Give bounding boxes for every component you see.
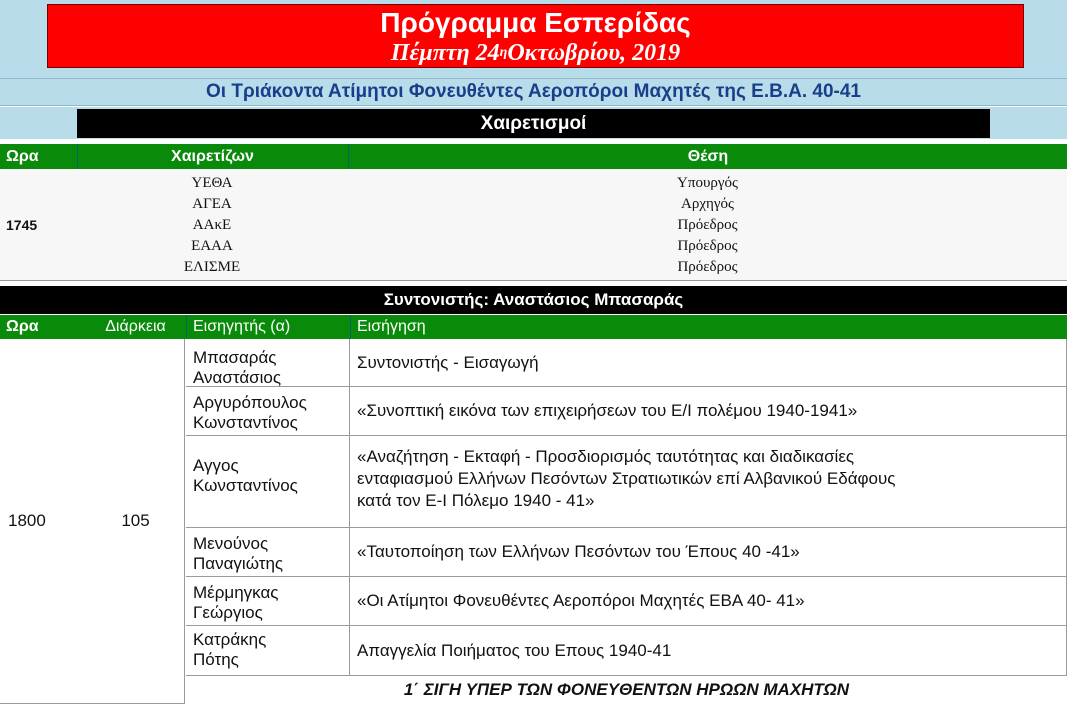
- topic-text: «Συνοπτική εικόνα των επιχειρήσεων του Ε/Ι πολέμου 1940-1941»: [357, 401, 858, 420]
- speaker-surname: Μέρμηγκας: [193, 583, 279, 602]
- topic-cell: [350, 626, 1067, 676]
- greetings-title: Χαιρετισμοί: [77, 109, 990, 138]
- speaker-surname: Μενούνος: [193, 534, 269, 553]
- speaker-surname: Αγγος: [193, 456, 239, 475]
- greetings-positions: [348, 173, 1067, 279]
- greeting-speaker: ΑΓΕΑ: [192, 196, 232, 212]
- topic-text: Συντονιστής - Εισαγωγή: [357, 352, 539, 372]
- session-time: 1800: [0, 339, 87, 704]
- date-prefix: Πέμπτη 24: [390, 39, 500, 66]
- silence-row: 1΄ ΣΙΓΗ ΥΠΕΡ ΤΩΝ ΦΟΝΕΥΘΕΝΤΩΝ ΗΡΩΩΝ ΜΑΧΗΤΩΝ: [403, 680, 850, 699]
- greeting-speaker: ΕΛΙΣΜΕ: [183, 259, 241, 275]
- topic-cell: [350, 528, 1067, 577]
- speaker-firstname: Πότης: [193, 650, 239, 669]
- session-body: [0, 339, 1067, 704]
- greetings-header-time: Ωρα: [6, 147, 39, 165]
- speaker-surname: Αργυρόπουλος: [193, 393, 307, 412]
- greetings-header-speaker: Χαιρετίζων: [77, 144, 347, 169]
- session-header-row: [0, 315, 1067, 339]
- topic-text: ενταφιασμού Ελλήνων Πεσόντων Στρατιωτικών επί Αλβανικού Εδάφους: [357, 469, 896, 488]
- greeting-position: Υπουργός: [677, 175, 738, 191]
- greeting-speaker: ΑΑκΕ: [192, 217, 232, 233]
- greetings-header-position: Θέση: [348, 144, 1067, 169]
- session-header-speaker: Εισηγητής (α): [186, 315, 348, 339]
- title-box: [47, 4, 1024, 68]
- speaker-cell: [186, 339, 350, 387]
- coordinator-bar: Συντονιστής: Αναστάσιος Μπασαράς: [0, 286, 1067, 314]
- topic-text: «Ταυτοποίηση των Ελλήνων Πεσόντων του Έπους 40 -41»: [357, 542, 800, 561]
- speaker-cell: [186, 626, 350, 676]
- topic-cell: [350, 387, 1067, 436]
- topic-text: Απαγγελία Ποιήματος του Επους 1940-41: [357, 640, 672, 660]
- session-header-time: Ωρα: [6, 318, 39, 335]
- event-date: [48, 39, 1023, 67]
- greetings-speakers: [77, 173, 347, 279]
- topic-cell: [350, 577, 1067, 626]
- date-superscript: η: [499, 45, 508, 60]
- greetings-time: 1745: [6, 217, 38, 233]
- greeting-position: Πρόεδρος: [677, 259, 738, 275]
- speaker-firstname: Κωνσταντίνος: [193, 413, 298, 432]
- greeting-speaker: ΕΑΑΑ: [191, 238, 233, 254]
- topic-text: κατά τον Ε-Ι Πόλεμο 1940 - 41»: [357, 491, 595, 510]
- speaker-cell: [186, 436, 350, 528]
- greeting-position: Πρόεδρος: [677, 217, 738, 233]
- speaker-cell: [186, 387, 350, 436]
- speaker-surname: Μπασαράς: [193, 348, 277, 367]
- topic-text: «Αναζήτηση - Εκταφή - Προσδιορισμός ταυτότητας και διαδικασίες: [357, 447, 855, 466]
- date-suffix: Οκτωβρίου, 2019: [507, 39, 681, 66]
- session-duration: 105: [87, 339, 185, 704]
- session-header-duration: Διάρκεια: [105, 318, 166, 335]
- speaker-cell: [186, 577, 350, 626]
- greeting-position: Αρχηγός: [681, 196, 734, 212]
- greeting-position: Πρόεδρος: [677, 238, 738, 254]
- topic-text: «Οι Ατίμητοι Φονευθέντες Αεροπόροι Μαχητές ΕΒΑ 40- 41»: [357, 591, 805, 610]
- speaker-firstname: Αναστάσιος: [193, 368, 282, 387]
- speaker-firstname: Παναγιώτης: [193, 554, 284, 573]
- speaker-firstname: Γεώργιος: [193, 603, 263, 622]
- topic-cell: [350, 436, 1067, 528]
- page-title: Πρόγραμμα Εσπερίδας: [380, 7, 691, 38]
- session-header-topic: Εισήγηση: [350, 315, 1067, 339]
- greetings-header-row: [0, 144, 1067, 169]
- speaker-surname: Κατράκης: [193, 630, 267, 649]
- greeting-speaker: ΥΕΘΑ: [191, 175, 233, 191]
- greetings-body: [0, 169, 1067, 281]
- speaker-cell: [186, 528, 350, 577]
- topic-cell: [350, 339, 1067, 387]
- subtitle: Οι Τριάκοντα Ατίμητοι Φονευθέντες Αεροπόροι Μαχητές της Ε.Β.Α. 40-41: [0, 78, 1067, 106]
- speaker-firstname: Κωνσταντίνος: [193, 476, 298, 495]
